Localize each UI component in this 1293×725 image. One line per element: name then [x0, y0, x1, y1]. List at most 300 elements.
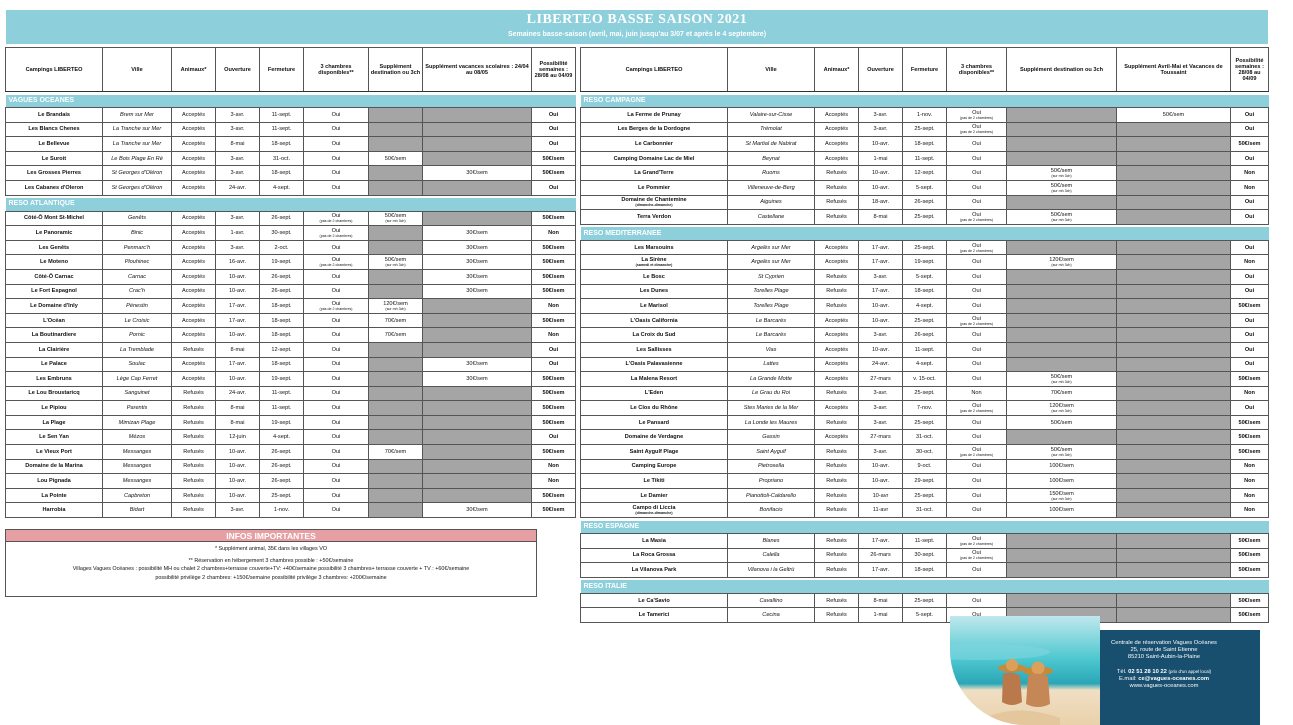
table-cell: Refusés: [172, 386, 216, 401]
table-row: [6, 488, 576, 503]
table-cell: 50€/sem: [532, 372, 576, 387]
table-cell: Oui: [947, 195, 1007, 210]
table-cell: 26-sept.: [260, 269, 304, 284]
table-cell: 100€/sem: [1007, 503, 1117, 518]
table-cell: Acceptés: [172, 122, 216, 137]
table-cell: Acceptés: [172, 284, 216, 299]
column-header: Animaux*: [815, 48, 859, 92]
column-header: Supplément destination ou 3ch: [1007, 48, 1117, 92]
table-cell: Oui: [304, 401, 369, 416]
table-cell: Le Tikiti: [581, 474, 728, 489]
page-title: LIBERTEO BASSE SAISON 2021: [526, 12, 748, 27]
table-cell: Plouhinec: [103, 255, 172, 270]
table-cell: Refusés: [815, 593, 859, 608]
table-cell: 26-sept.: [903, 328, 947, 343]
table-header-row: [581, 48, 1269, 92]
table-cell: Acceptés: [172, 313, 216, 328]
table-cell: Oui: [304, 342, 369, 357]
column-header: Fermeture: [260, 48, 304, 92]
table-cell: 3-avr.: [859, 415, 903, 430]
table-cell: Oui: [304, 503, 369, 518]
table-cell: Pornic: [103, 328, 172, 343]
table-cell: Non: [947, 386, 1007, 401]
table-cell: Mimizan Plage: [103, 415, 172, 430]
table-cell: 50€/sem: [532, 488, 576, 503]
table-cell: [369, 122, 423, 137]
column-header: Animaux*: [172, 48, 216, 92]
table-cell: [423, 342, 532, 357]
table-cell: 11-sept.: [260, 386, 304, 401]
table-cell: Mézos: [103, 430, 172, 445]
table-cell: 50€/sem: [532, 313, 576, 328]
table-row: [581, 342, 1269, 357]
table-cell: 50€/sem (sur mh 3ch): [1007, 180, 1117, 195]
table-cell: Torelles Plage: [728, 284, 815, 299]
table-cell: 3-avr.: [859, 445, 903, 460]
table-cell: Lattes: [728, 357, 815, 372]
table-cell: 26-sept.: [260, 284, 304, 299]
column-header: Ville: [103, 48, 172, 92]
table-cell: [1007, 548, 1117, 563]
table-cell: 10-avr.: [216, 269, 260, 284]
table-row: [6, 166, 576, 181]
table-cell: 17-avr.: [216, 299, 260, 314]
table-cell: La Londe les Maures: [728, 415, 815, 430]
table-cell: 26-mars: [859, 548, 903, 563]
table-row: [6, 122, 576, 137]
table-cell: [1117, 459, 1231, 474]
table-cell: Acceptés: [815, 401, 859, 416]
table-cell: 1-nov.: [260, 503, 304, 518]
table-cell: [1007, 137, 1117, 152]
table-cell: Non: [1231, 255, 1269, 270]
table-cell: Oui: [532, 108, 576, 123]
table-cell: Pénestin: [103, 299, 172, 314]
section-title: RESO ESPAGNE: [581, 521, 1269, 534]
table-cell: [1117, 593, 1231, 608]
table-cell: Oui: [1231, 269, 1269, 284]
table-cell: La Sirène (samedi et dimanche): [581, 255, 728, 270]
table-cell: 120€/sem (sur mh 3ch): [1007, 401, 1117, 416]
table-cell: 10-avr.: [216, 445, 260, 460]
section-header: [581, 521, 1269, 534]
table-cell: [369, 269, 423, 284]
table-cell: [369, 386, 423, 401]
section-title: RESO ATLANTIQUE: [6, 198, 576, 211]
contact-line-2: 25, route de Saint Etienne: [1130, 647, 1198, 654]
table-cell: 3-avr.: [859, 401, 903, 416]
table-cell: L'Eden: [581, 386, 728, 401]
table-cell: 1-mai: [859, 151, 903, 166]
table-cell: Acceptés: [172, 328, 216, 343]
table-cell: Beynat: [728, 151, 815, 166]
table-cell: Oui: [1231, 210, 1269, 225]
table-cell: Refusés: [172, 430, 216, 445]
table-cell: 11-sept.: [260, 401, 304, 416]
table-cell: [1007, 108, 1117, 123]
table-cell: 50€/sem: [1231, 430, 1269, 445]
table-cell: [1117, 372, 1231, 387]
table-cell: [369, 372, 423, 387]
table-cell: Refusés: [815, 459, 859, 474]
table-cell: 10-avr: [859, 488, 903, 503]
table-cell: Penmarc'h: [103, 240, 172, 255]
table-cell: Oui (pas de 2 chambres): [304, 255, 369, 270]
table-row: [581, 386, 1269, 401]
table-row: [581, 415, 1269, 430]
table-cell: 10-avr.: [216, 459, 260, 474]
table-cell: [423, 415, 532, 430]
table-cell: 11-sept.: [903, 342, 947, 357]
table-cell: Acceptés: [815, 313, 859, 328]
table-cell: [1117, 299, 1231, 314]
table-cell: L'Oasis Palavasienne: [581, 357, 728, 372]
table-cell: Blanes: [728, 534, 815, 549]
table-cell: Les Marsouins: [581, 240, 728, 255]
table-cell: 10-avr.: [859, 342, 903, 357]
table-cell: 26-sept.: [260, 459, 304, 474]
table-cell: Le Vieux Port: [6, 445, 103, 460]
table-row: [6, 313, 576, 328]
table-cell: 25-sept.: [903, 313, 947, 328]
table-cell: Non: [1231, 459, 1269, 474]
table-cell: Oui: [947, 166, 1007, 181]
table-cell: Campo di Liccia (dimanche-dimanche): [581, 503, 728, 518]
table-cell: [1117, 210, 1231, 225]
table-cell: Oui: [947, 269, 1007, 284]
table-cell: Refusés: [172, 342, 216, 357]
table-row: [6, 151, 576, 166]
table-cell: 30€/sem: [423, 372, 532, 387]
table-cell: Oui: [304, 137, 369, 152]
table-cell: Acceptés: [815, 357, 859, 372]
table-row: [581, 195, 1269, 210]
table-cell: Non: [1231, 488, 1269, 503]
table-cell: Refusés: [815, 195, 859, 210]
table-cell: 18-sept.: [903, 137, 947, 152]
table-cell: 26-sept.: [260, 445, 304, 460]
table-cell: [1117, 342, 1231, 357]
table-cell: [1007, 357, 1117, 372]
table-cell: Acceptés: [815, 137, 859, 152]
table-row: [581, 166, 1269, 181]
table-cell: Oui: [304, 269, 369, 284]
section-header: [581, 580, 1269, 593]
table-cell: Oui: [304, 445, 369, 460]
table-cell: 50€/sem: [1231, 608, 1269, 623]
left-campings-table: [5, 47, 576, 518]
table-cell: Le Grau du Roi: [728, 386, 815, 401]
column-header: Supplément Avril-Mai et Vacances de Toussaint: [1117, 48, 1231, 92]
table-row: [581, 430, 1269, 445]
table-cell: Oui: [947, 563, 1007, 578]
contact-phone: Tél. 02 51 28 10 22 (prix d'un appel local): [1116, 668, 1212, 675]
column-header: Supplément vacances scolaires : 24/04 au 08/05: [423, 48, 532, 92]
table-cell: Refusés: [815, 284, 859, 299]
table-row: [581, 108, 1269, 123]
section-title: VAGUES OCEANES: [6, 95, 576, 108]
table-row: [6, 137, 576, 152]
table-row: [6, 401, 576, 416]
contact-promo: [950, 616, 1260, 725]
table-cell: 18-sept.: [260, 137, 304, 152]
table-cell: [369, 474, 423, 489]
table-cell: [423, 328, 532, 343]
table-cell: 50€/sem: [1117, 108, 1231, 123]
table-cell: 18-avr.: [859, 195, 903, 210]
table-cell: Domaine de la Marina: [6, 459, 103, 474]
table-cell: 8-mai: [216, 342, 260, 357]
table-cell: 18-sept.: [260, 166, 304, 181]
table-cell: 24-avr.: [216, 386, 260, 401]
table-cell: Oui: [947, 137, 1007, 152]
table-cell: Saint Aygulf: [728, 445, 815, 460]
table-cell: Refusés: [815, 548, 859, 563]
table-cell: Refusés: [172, 415, 216, 430]
table-cell: 25-sept.: [903, 240, 947, 255]
table-cell: 3-avr.: [216, 166, 260, 181]
table-cell: Refusés: [815, 180, 859, 195]
table-cell: [1007, 313, 1117, 328]
table-cell: 25-sept.: [903, 415, 947, 430]
table-cell: La Plage: [6, 415, 103, 430]
table-cell: Refusés: [815, 488, 859, 503]
table-cell: Domaine de Verdagne: [581, 430, 728, 445]
table-cell: [423, 430, 532, 445]
column-header: Ouverture: [859, 48, 903, 92]
table-cell: 4-sept.: [903, 357, 947, 372]
table-cell: [1117, 269, 1231, 284]
table-cell: 30€/sem: [423, 240, 532, 255]
section-header: [6, 198, 576, 211]
table-row: [581, 534, 1269, 549]
table-cell: [1117, 180, 1231, 195]
table-row: [581, 313, 1269, 328]
table-cell: Le Bellevue: [6, 137, 103, 152]
table-cell: [423, 151, 532, 166]
table-cell: 16-avr.: [216, 255, 260, 270]
table-cell: Refusés: [815, 269, 859, 284]
table-cell: Oui: [1231, 284, 1269, 299]
table-cell: Le Pipiou: [6, 401, 103, 416]
table-row: [6, 372, 576, 387]
table-cell: 50€/sem (sur mh 3ch): [1007, 372, 1117, 387]
table-cell: Acceptés: [172, 255, 216, 270]
table-cell: Oui (pas de 2 chambres): [304, 299, 369, 314]
table-cell: 4-sept.: [903, 299, 947, 314]
table-cell: 25-sept.: [903, 386, 947, 401]
table-cell: Le Brandais: [6, 108, 103, 123]
table-cell: 3-avr.: [859, 108, 903, 123]
table-row: [581, 328, 1269, 343]
table-cell: Oui: [1231, 313, 1269, 328]
table-cell: Oui: [947, 488, 1007, 503]
table-cell: Le Panoramic: [6, 226, 103, 241]
table-row: [581, 240, 1269, 255]
table-cell: Acceptés: [172, 240, 216, 255]
table-cell: 50€/sem (sur mh 3ch): [1007, 445, 1117, 460]
table-cell: Oui: [947, 459, 1007, 474]
section-title: RESO MEDITERRANEE: [581, 227, 1269, 240]
table-cell: 30-sept.: [903, 548, 947, 563]
table-cell: Oui: [947, 284, 1007, 299]
table-cell: Oui: [1231, 342, 1269, 357]
table-cell: Acceptés: [815, 108, 859, 123]
table-cell: 50€/sem: [532, 386, 576, 401]
table-cell: Acceptés: [815, 430, 859, 445]
table-cell: [423, 122, 532, 137]
table-cell: 50€/sem: [532, 284, 576, 299]
table-cell: 120€/sem (sur mh 3ch): [369, 299, 423, 314]
table-cell: 50€/sem: [1231, 445, 1269, 460]
table-cell: 8-mai: [216, 401, 260, 416]
contact-website[interactable]: www.vagues-oceanes.com: [1129, 683, 1199, 690]
table-cell: Oui (pas de 2 chambres): [947, 108, 1007, 123]
table-cell: Terra Verdon: [581, 210, 728, 225]
table-cell: Refusés: [172, 488, 216, 503]
table-cell: L'Océan: [6, 313, 103, 328]
table-cell: 3-avr.: [859, 328, 903, 343]
table-row: [6, 415, 576, 430]
table-cell: Oui (pas de 2 chambres): [304, 226, 369, 241]
table-cell: Oui: [947, 372, 1007, 387]
infos-line-animal: * Supplément animal, 35€ dans les villages VO: [214, 546, 328, 552]
table-cell: 30-sept.: [260, 226, 304, 241]
table-cell: 50€/sem: [532, 503, 576, 518]
table-cell: 50€/sem: [1231, 299, 1269, 314]
table-cell: St Georges d'Oléron: [103, 166, 172, 181]
table-cell: [1117, 151, 1231, 166]
column-header: 3 chambres disponibles**: [304, 48, 369, 92]
table-cell: 17-avr.: [859, 534, 903, 549]
table-cell: Non: [532, 328, 576, 343]
table-cell: Oui: [532, 357, 576, 372]
table-cell: 10-avr.: [859, 474, 903, 489]
table-cell: Acceptés: [172, 226, 216, 241]
table-cell: [423, 474, 532, 489]
table-row: [581, 445, 1269, 460]
table-cell: Oui: [947, 430, 1007, 445]
table-cell: 4-sept.: [260, 430, 304, 445]
table-cell: Oui: [304, 151, 369, 166]
table-cell: Refusés: [815, 299, 859, 314]
table-cell: 25-sept.: [260, 488, 304, 503]
beach-couple-illustration: [950, 616, 1100, 725]
table-cell: 11-sept.: [903, 534, 947, 549]
table-cell: [369, 459, 423, 474]
table-cell: [1007, 195, 1117, 210]
table-cell: Bonifacio: [728, 503, 815, 518]
table-cell: 18-sept.: [260, 328, 304, 343]
table-cell: La Masia: [581, 534, 728, 549]
table-cell: 50€/sem: [532, 445, 576, 460]
table-cell: La Boutinardiere: [6, 328, 103, 343]
table-cell: Refusés: [815, 503, 859, 518]
table-cell: 1-nov.: [903, 108, 947, 123]
table-cell: Oui: [947, 255, 1007, 270]
table-cell: Le Domaine d'Inly: [6, 299, 103, 314]
table-cell: [369, 166, 423, 181]
table-cell: Vilanova i la Geltrù: [728, 563, 815, 578]
table-cell: [369, 284, 423, 299]
table-cell: Le Marisol: [581, 299, 728, 314]
table-cell: 70€/sem: [369, 313, 423, 328]
table-cell: La Ferme de Prunay: [581, 108, 728, 123]
table-cell: 30€/sem: [423, 269, 532, 284]
table-cell: 8-mai: [216, 137, 260, 152]
table-cell: Non: [1231, 386, 1269, 401]
table-cell: 12-sept.: [903, 166, 947, 181]
table-cell: Oui: [532, 180, 576, 195]
table-cell: Oui: [532, 137, 576, 152]
table-cell: Acceptés: [815, 372, 859, 387]
table-cell: 25-sept.: [903, 210, 947, 225]
table-cell: Acceptés: [172, 180, 216, 195]
table-cell: Non: [1231, 474, 1269, 489]
table-cell: 100€/sem: [1007, 474, 1117, 489]
table-cell: 25-sept.: [903, 488, 947, 503]
column-header: Fermeture: [903, 48, 947, 92]
table-cell: Oui: [304, 357, 369, 372]
contact-email[interactable]: E.mail: ce@vagues-oceanes.com: [1118, 675, 1210, 682]
table-cell: 50€/sem (sur mh 3ch): [369, 211, 423, 226]
table-cell: Le Pansard: [581, 415, 728, 430]
table-cell: Oui (pas de 2 chambres): [947, 313, 1007, 328]
table-cell: St Georges d'Oléron: [103, 180, 172, 195]
section-title: RESO ITALIE: [581, 580, 1269, 593]
table-cell: 17-avr.: [859, 240, 903, 255]
table-row: [6, 299, 576, 314]
table-cell: 18-sept.: [903, 284, 947, 299]
table-cell: 10-avr.: [859, 313, 903, 328]
table-cell: Oui: [532, 430, 576, 445]
table-cell: 27-mars: [859, 372, 903, 387]
table-row: [581, 488, 1269, 503]
table-cell: 18-sept.: [260, 357, 304, 372]
table-cell: 17-avr.: [859, 563, 903, 578]
table-cell: 30€/sem: [423, 255, 532, 270]
table-cell: 3-avr.: [216, 240, 260, 255]
table-cell: Argelès sur Mer: [728, 255, 815, 270]
table-cell: 2-oct.: [260, 240, 304, 255]
table-cell: Oui: [304, 488, 369, 503]
table-cell: 19-sept.: [260, 255, 304, 270]
table-cell: 17-avr.: [216, 313, 260, 328]
table-cell: Acceptés: [172, 166, 216, 181]
table-cell: Acceptés: [815, 240, 859, 255]
table-cell: [369, 401, 423, 416]
table-cell: Oui: [1231, 195, 1269, 210]
table-cell: 10-avr.: [859, 459, 903, 474]
table-cell: 50€/sem: [1231, 372, 1269, 387]
table-cell: Le Barcarès: [728, 328, 815, 343]
table-cell: 70€/sem: [1007, 386, 1117, 401]
table-cell: 10-avr.: [859, 166, 903, 181]
table-cell: 5-sept.: [903, 269, 947, 284]
table-cell: 3-avr.: [859, 122, 903, 137]
table-row: [581, 459, 1269, 474]
table-cell: [1117, 474, 1231, 489]
table-cell: Oui: [304, 166, 369, 181]
table-cell: 5-sept.: [903, 608, 947, 623]
table-cell: 50€/sem: [532, 269, 576, 284]
table-cell: 30€/sem: [423, 166, 532, 181]
table-cell: Oui: [1231, 151, 1269, 166]
table-cell: Le Palace: [6, 357, 103, 372]
table-cell: [423, 211, 532, 226]
table-row: [581, 210, 1269, 225]
table-cell: Sanguinet: [103, 386, 172, 401]
